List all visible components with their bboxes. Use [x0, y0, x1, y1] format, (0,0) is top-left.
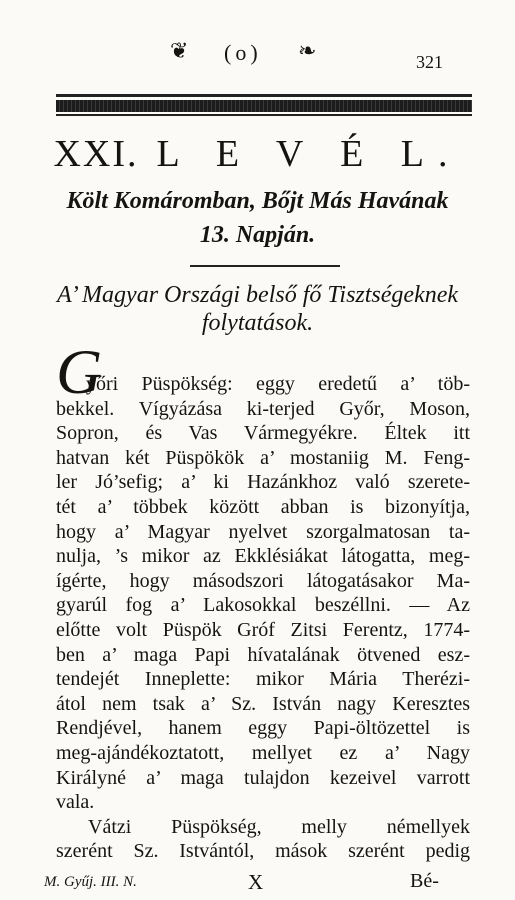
text-line: hogy a’ Magyar nyelvet szorgalmatosan ta- [56, 520, 470, 543]
text-line: tét a’ többek között abban is bizonyítja, [56, 495, 470, 518]
gathering-letter: X [248, 870, 264, 894]
text-line: yőri Püspökség: eggy eredetű a’ töb- [86, 373, 470, 395]
drop-cap: G [56, 336, 103, 407]
text-line: Rendjével, hanem eggy Papi-öltözettel is [56, 717, 470, 740]
section-divider [190, 265, 340, 267]
fleuron-right-icon: ❧ [298, 38, 317, 63]
running-header [0, 38, 515, 78]
text-line: előtte volt Püspök Gróf Zitsi Ferentz, 1774- [56, 618, 470, 641]
text-line: szerént Sz. Istvántól, mások szerént pedig [56, 840, 470, 863]
page-number: 321 [416, 52, 443, 72]
chapter-numeral: XXI. [53, 133, 139, 175]
signature-mark: M. Gyűj. III. N. [44, 874, 137, 890]
text-line: bekkel. Vígyázása ki-terjed Győr, Moson, [56, 397, 470, 420]
subtitle-line-2: 13. Napján. [199, 222, 316, 248]
text-line: ler Jó’sefig; a’ ki Hazánkhoz való szerete- [56, 471, 470, 494]
text-line: Vátzi Püspökség, melly némellyek [88, 815, 470, 838]
address-line-1: A’ Magyar Országi belső fő Tisztségeknek [56, 282, 459, 308]
text-line: tendejét Inneplette: mikor Mária Therézi- [56, 668, 470, 691]
text-line: nulja, ’s mikor az Ekklésiákat látogatta, meg- [56, 545, 470, 568]
text-line: ben a’ maga Papi hívatalának ötvened esz- [56, 643, 470, 666]
ornamental-rule [56, 94, 472, 116]
chapter-word: L E V É L. [156, 133, 462, 175]
text-line: vala. [56, 791, 95, 814]
text-line: Sopron, és Vas Vármegyékre. Éltek itt [56, 422, 470, 445]
fleuron-left-icon: ❦ [170, 38, 189, 63]
chapter-title [0, 132, 515, 176]
text-line: hatvan két Püspökök a’ mostaniig M. Feng- [56, 446, 470, 469]
text-line: gyarúl fog a’ Lakosokkal beszéllni. — Az [56, 594, 470, 617]
text-line: Királyné a’ maga tulajdon kezeivel varrott [56, 766, 470, 789]
address-line-2: folytatások. [201, 310, 314, 336]
text-line: ígérte, hogy másodszori látogatásakor Ma- [56, 569, 470, 592]
text-line: átol nem tsak a’ Sz. István nagy Keresztes [56, 692, 470, 715]
page-footer [0, 870, 515, 896]
catchword: Bé- [410, 870, 439, 892]
body-text [56, 372, 470, 864]
header-mark: (o) [224, 40, 262, 65]
text-line: meg-ajándékoztatott, mellyet ez a’ Nagy [56, 741, 470, 764]
subtitle-line-1: Költ Komáromban, Bőjt Más Havának [66, 188, 449, 214]
